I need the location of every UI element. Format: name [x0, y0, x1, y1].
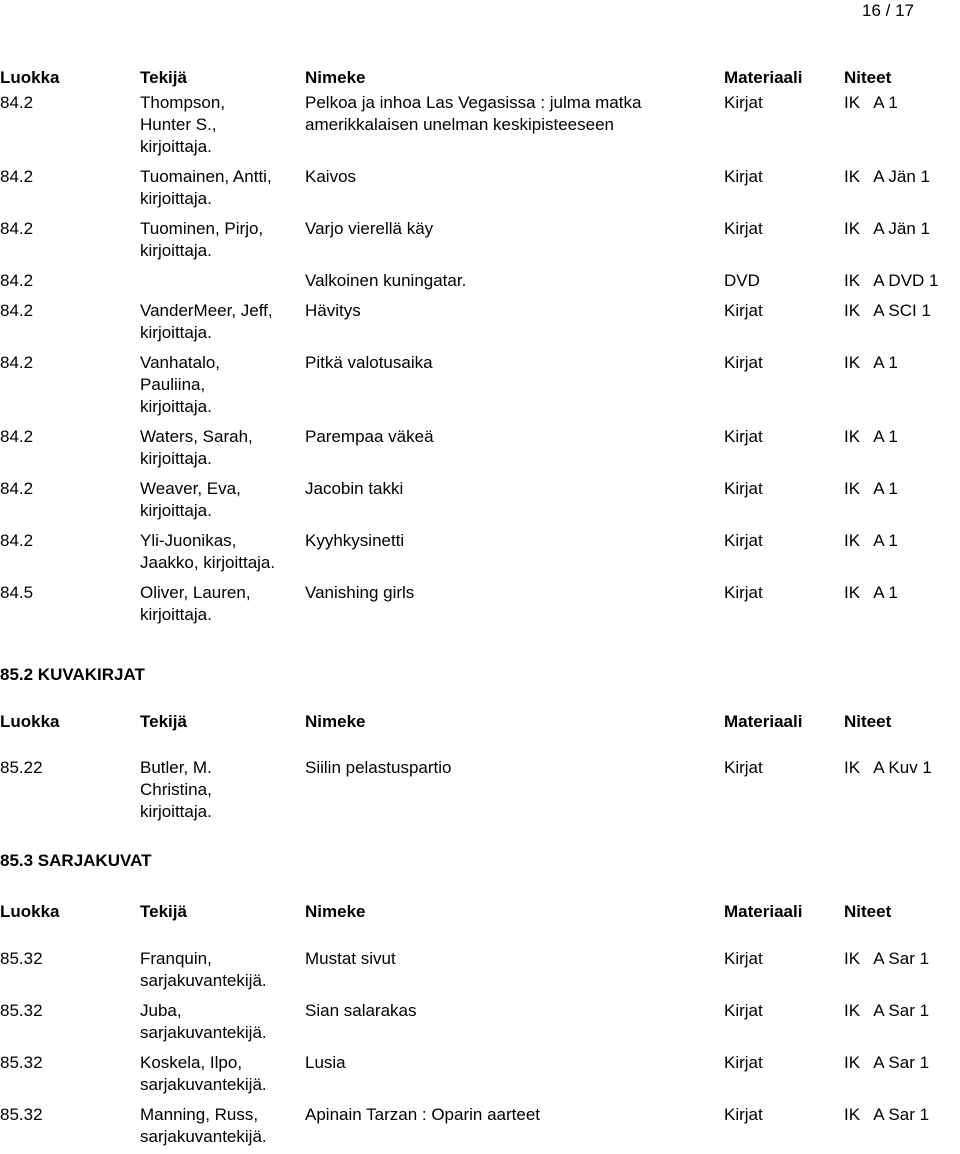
cell-luokka: 85.32	[0, 1105, 43, 1124]
cell-tekija	[140, 92, 310, 158]
cell-nimeke	[305, 426, 705, 448]
cell-luokka: 85.32	[0, 1053, 43, 1072]
nimeke-line: Pelkoa ja inhoa Las Vegasissa : julma matka	[305, 93, 642, 112]
tekija-line: kirjoittaja.	[140, 501, 212, 520]
table-row	[0, 948, 960, 992]
table-header	[0, 67, 960, 89]
header-nimeke: Nimeke	[305, 902, 366, 921]
nimeke-line: Varjo vierellä käy	[305, 219, 434, 238]
header-tekija: Tekijä	[140, 902, 187, 921]
cell-materiaali: Kirjat	[724, 758, 763, 777]
tekija-line: VanderMeer, Jeff,	[140, 301, 273, 320]
cell-nimeke	[305, 530, 705, 552]
table-row	[0, 478, 960, 522]
cell-materiaali: Kirjat	[724, 1105, 763, 1124]
cell-nimeke	[305, 1052, 705, 1074]
cell-tekija	[140, 300, 310, 344]
header-materiaali: Materiaali	[724, 68, 803, 87]
cell-nimeke	[305, 166, 705, 188]
cell-materiaali: Kirjat	[724, 1001, 763, 1020]
cell-luokka: 84.2	[0, 219, 34, 238]
table-row	[0, 426, 960, 470]
cell-tekija	[140, 582, 310, 626]
table-row	[0, 218, 960, 262]
cell-luokka: 84.5	[0, 583, 34, 602]
cell-niteet: IK A Kuv 1	[844, 758, 932, 777]
tekija-line: Manning, Russ,	[140, 1105, 259, 1124]
tekija-line: Weaver, Eva,	[140, 479, 241, 498]
section-1	[0, 67, 960, 626]
table-body	[0, 92, 960, 626]
table-body	[0, 948, 960, 1148]
cell-niteet: IK A 1	[844, 353, 898, 372]
cell-materiaali: Kirjat	[724, 427, 763, 446]
tekija-line: Juba,	[140, 1001, 182, 1020]
cell-niteet: IK A DVD 1	[844, 271, 939, 290]
header-luokka: Luokka	[0, 712, 60, 731]
section-title: 85.3 SARJAKUVAT	[0, 851, 152, 870]
tekija-line: Koskela, Ilpo,	[140, 1053, 243, 1072]
page-number: 16 / 17	[862, 1, 914, 20]
tekija-line: Hunter S.,	[140, 115, 217, 134]
header-materiaali: Materiaali	[724, 902, 803, 921]
cell-tekija	[140, 270, 310, 292]
header-luokka: Luokka	[0, 902, 60, 921]
cell-nimeke	[305, 948, 705, 970]
cell-materiaali: Kirjat	[724, 949, 763, 968]
tekija-line: Waters, Sarah,	[140, 427, 253, 446]
cell-nimeke	[305, 352, 705, 374]
cell-nimeke	[305, 270, 705, 292]
nimeke-line: Lusia	[305, 1053, 346, 1072]
table-header	[0, 901, 960, 923]
cell-niteet: IK A SCI 1	[844, 301, 931, 320]
table-row	[0, 352, 960, 418]
cell-niteet: IK A 1	[844, 583, 898, 602]
table-row	[0, 1104, 960, 1148]
table-row	[0, 166, 960, 210]
table-row	[0, 582, 960, 626]
tekija-line: Pauliina,	[140, 375, 206, 394]
cell-materiaali: Kirjat	[724, 531, 763, 550]
tekija-line: Christina,	[140, 780, 212, 799]
header-tekija: Tekijä	[140, 68, 187, 87]
tekija-line: Franquin,	[140, 949, 212, 968]
tekija-line: Yli-Juonikas,	[140, 531, 237, 550]
cell-tekija	[140, 1000, 310, 1044]
cell-luokka: 84.2	[0, 271, 34, 290]
nimeke-line: amerikkalaisen unelman keskipisteeseen	[305, 115, 614, 134]
cell-niteet: IK A 1	[844, 531, 898, 550]
nimeke-line: Vanishing girls	[305, 583, 415, 602]
tekija-line: kirjoittaja.	[140, 137, 212, 156]
cell-luokka: 85.32	[0, 949, 43, 968]
tekija-line: Thompson,	[140, 93, 226, 112]
tekija-line: sarjakuvantekijä.	[140, 1127, 267, 1146]
table-header	[0, 711, 960, 733]
cell-tekija	[140, 426, 310, 470]
table-body	[0, 757, 960, 823]
cell-tekija	[140, 1052, 310, 1096]
cell-tekija	[140, 757, 310, 823]
cell-luokka: 85.22	[0, 758, 43, 777]
table-row	[0, 1000, 960, 1044]
nimeke-line: Pitkä valotusaika	[305, 353, 433, 372]
tekija-line: Jaakko, kirjoittaja.	[140, 553, 276, 572]
nimeke-line: Kyyhkysinetti	[305, 531, 405, 550]
cell-luokka: 84.2	[0, 353, 34, 372]
tekija-line	[140, 270, 310, 292]
cell-nimeke	[305, 757, 705, 779]
cell-niteet: IK A 1	[844, 93, 898, 112]
table-row	[0, 757, 960, 823]
section-2	[0, 665, 960, 823]
header-nimeke: Nimeke	[305, 712, 366, 731]
table-row	[0, 270, 960, 292]
cell-niteet: IK A Sar 1	[844, 949, 930, 968]
cell-luokka: 84.2	[0, 531, 34, 550]
cell-materiaali: Kirjat	[724, 301, 763, 320]
tekija-line: kirjoittaja.	[140, 397, 212, 416]
cell-materiaali: Kirjat	[724, 583, 763, 602]
header-niteet: Niteet	[844, 68, 892, 87]
cell-materiaali: Kirjat	[724, 479, 763, 498]
cell-niteet: IK A 1	[844, 427, 898, 446]
cell-materiaali: Kirjat	[724, 93, 763, 112]
header-tekija: Tekijä	[140, 712, 187, 731]
section-title: 85.2 KUVAKIRJAT	[0, 665, 145, 684]
tekija-line: Butler, M.	[140, 758, 212, 777]
cell-luokka: 84.2	[0, 167, 34, 186]
cell-luokka: 84.2	[0, 479, 34, 498]
cell-materiaali: Kirjat	[724, 167, 763, 186]
header-materiaali: Materiaali	[724, 712, 803, 731]
nimeke-line: Kaivos	[305, 167, 357, 186]
table-row	[0, 530, 960, 574]
cell-materiaali: Kirjat	[724, 1053, 763, 1072]
tekija-line: Vanhatalo,	[140, 353, 221, 372]
cell-nimeke	[305, 1104, 705, 1126]
header-niteet: Niteet	[844, 712, 892, 731]
cell-nimeke	[305, 582, 705, 604]
cell-materiaali: Kirjat	[724, 353, 763, 372]
nimeke-line: Siilin pelastuspartio	[305, 758, 452, 777]
tekija-line: kirjoittaja.	[140, 323, 212, 342]
cell-materiaali: Kirjat	[724, 219, 763, 238]
tekija-line: kirjoittaja.	[140, 189, 212, 208]
cell-nimeke	[305, 218, 705, 240]
cell-tekija	[140, 352, 310, 418]
tekija-line: Tuominen, Pirjo,	[140, 219, 264, 238]
nimeke-line: Parempaa väkeä	[305, 427, 434, 446]
nimeke-line: Sian salarakas	[305, 1001, 417, 1020]
tekija-line: Oliver, Lauren,	[140, 583, 251, 602]
table-row	[0, 1052, 960, 1096]
header-nimeke: Nimeke	[305, 68, 366, 87]
header-luokka: Luokka	[0, 68, 60, 87]
cell-tekija	[140, 166, 310, 210]
cell-niteet: IK A Sar 1	[844, 1001, 930, 1020]
tekija-line: kirjoittaja.	[140, 605, 212, 624]
tekija-line: kirjoittaja.	[140, 241, 212, 260]
section-3	[0, 851, 960, 1148]
cell-tekija	[140, 948, 310, 992]
tekija-line: kirjoittaja.	[140, 802, 212, 821]
table-row	[0, 300, 960, 344]
cell-materiaali: DVD	[724, 271, 760, 290]
cell-nimeke	[305, 1000, 705, 1022]
tekija-line: Tuomainen, Antti,	[140, 167, 272, 186]
cell-tekija	[140, 1104, 310, 1148]
cell-luokka: 84.2	[0, 93, 34, 112]
cell-niteet: IK A Jän 1	[844, 167, 931, 186]
cell-niteet: IK A Sar 1	[844, 1105, 930, 1124]
cell-tekija	[140, 478, 310, 522]
cell-tekija	[140, 530, 310, 574]
cell-luokka: 85.32	[0, 1001, 43, 1020]
cell-luokka: 84.2	[0, 301, 34, 320]
tekija-line: sarjakuvantekijä.	[140, 971, 267, 990]
tekija-line: kirjoittaja.	[140, 449, 212, 468]
cell-nimeke	[305, 478, 705, 500]
cell-niteet: IK A Sar 1	[844, 1053, 930, 1072]
nimeke-line: Hävitys	[305, 301, 361, 320]
nimeke-line: Apinain Tarzan : Oparin aarteet	[305, 1105, 540, 1124]
header-niteet: Niteet	[844, 902, 892, 921]
nimeke-line: Jacobin takki	[305, 479, 404, 498]
cell-niteet: IK A 1	[844, 479, 898, 498]
nimeke-line: Mustat sivut	[305, 949, 396, 968]
cell-nimeke	[305, 92, 705, 136]
table-row	[0, 92, 960, 158]
cell-luokka: 84.2	[0, 427, 34, 446]
cell-tekija	[140, 218, 310, 262]
tekija-line: sarjakuvantekijä.	[140, 1075, 267, 1094]
nimeke-line: Valkoinen kuningatar.	[305, 271, 467, 290]
tekija-line: sarjakuvantekijä.	[140, 1023, 267, 1042]
cell-nimeke	[305, 300, 705, 322]
cell-niteet: IK A Jän 1	[844, 219, 931, 238]
